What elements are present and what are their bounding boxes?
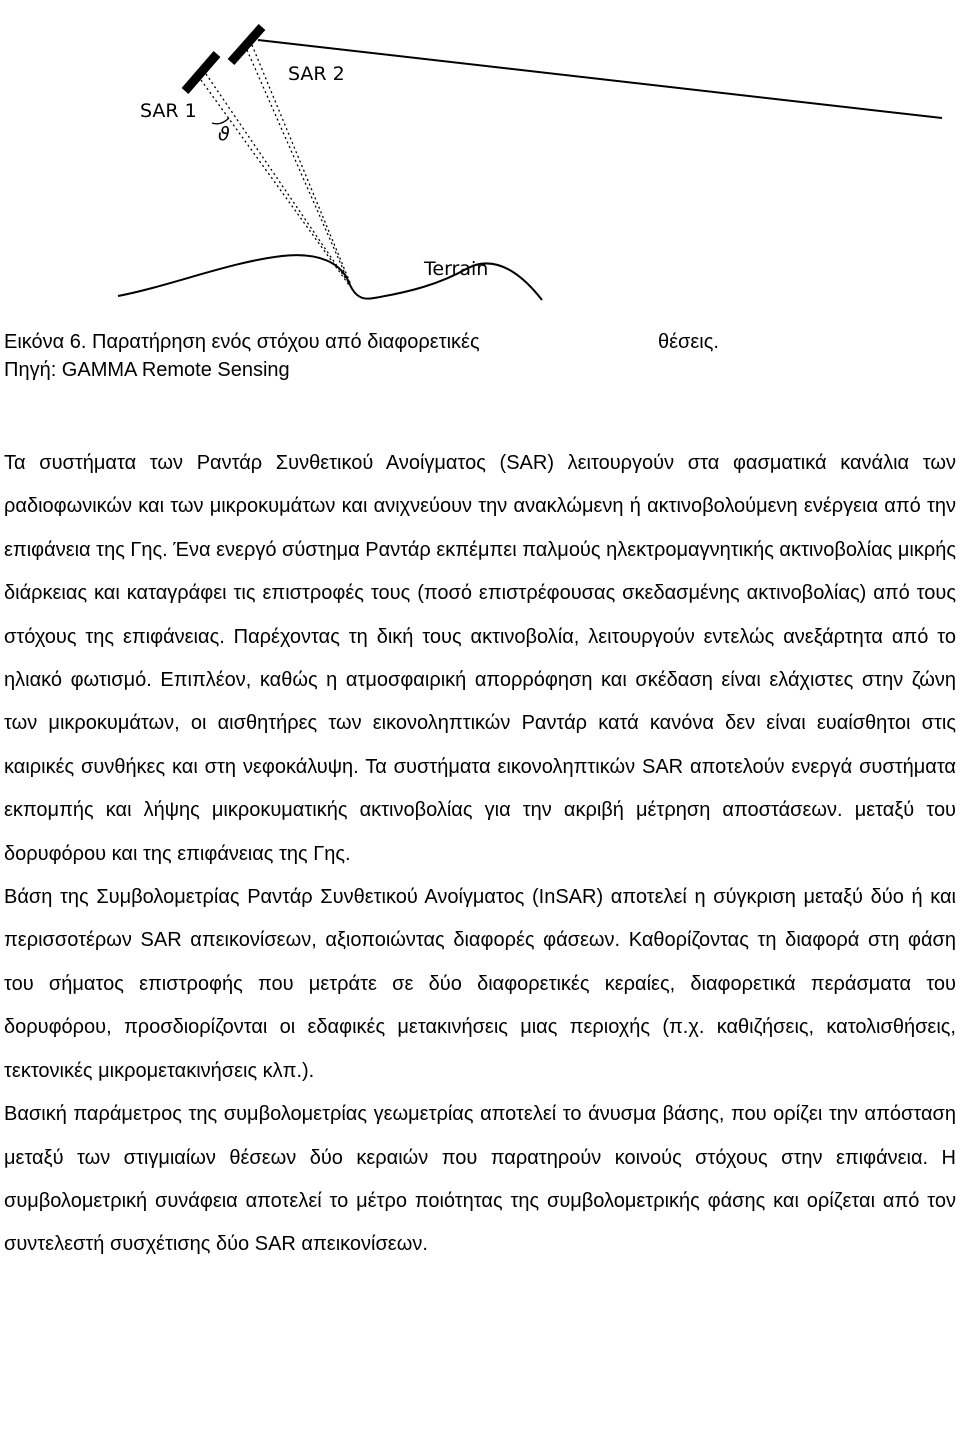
caption-title-end: θέσεις. xyxy=(658,331,719,353)
sar1-label: SAR 1 xyxy=(140,100,197,122)
terrain-label: Terrain xyxy=(424,258,489,280)
sar-geometry-figure xyxy=(0,0,960,310)
sar2-label: SAR 2 xyxy=(288,63,345,85)
sar1-beam-line-2 xyxy=(206,74,350,285)
paragraph: Τα συστήματα των Ραντάρ Συνθετικού Ανοίγματος (SAR) λειτουργούν στα φασματικά κανάλια των ραδιοφωνικών και των μικροκυμάτων και ανιχνεύουν την ανακλώμενη ή ακτινοβολούμενη ενέργεια από την επιφάνεια της Γης. Ένα ενεργό σύστημα Ραντάρ εκπέμπει παλμούς ηλεκτρομαγνητικής ακτινοβολίας μικρής διάρκειας και καταγράφει τις επιστροφές τους (ποσό επιστρέφουσας σκεδασμένης ακτινοβολίας) από τους στόχους της επιφάνειας. Παρέχοντας τη δική τους ακτινοβολία, λειτουργούν εντελώς ανεξάρτητα από το ηλιακό φωτισμό. Επιπλέον, καθώς η ατμοσφαιρική απορρόφηση και σκέδαση είναι ελάχιστες στην ζώνη των μικροκυμάτων, οι αισθητήρες των εικονοληπτικών Ραντάρ κατά κανόνα δεν είναι ευαίσθητοι στις καιρικές συνθήκες και στη νεφοκάλυψη. Τα συστήματα εικονοληπτικών SAR αποτελούν ενεργά συστήματα εκπομπής και λήψης μικροκυματικής ακτινοβολίας για την ακριβή μέτρηση αποστάσεων. μεταξύ του δορυφόρου και της επιφάνειας της Γης. xyxy=(4,452,956,865)
caption-line-1 xyxy=(4,328,719,356)
figure-caption xyxy=(4,328,719,384)
caption-title: Εικόνα 6. Παρατήρηση ενός στόχου από διαφορετικές xyxy=(4,331,480,353)
caption-source: Πηγή: GAMMA Remote Sensing xyxy=(4,359,290,381)
sar1-antenna xyxy=(185,54,217,91)
document-body xyxy=(4,442,956,1267)
theta-label: ϑ xyxy=(218,123,230,145)
paragraph: Βάση της Συμβολομετρίας Ραντάρ Συνθετικού Ανοίγματος (InSAR) αποτελεί η σύγκριση μεταξύ δύο ή και περισσοτέρων SAR απεικονίσεων, αξιοποιώντας διαφορές φάσεων. Καθορίζοντας τη διαφορά στη φάση του σήματος επιστροφής που μετράτε σε δύο διαφορετικές κεραίες, διαφορετικά περάσματα του δορυφόρου, προσδιορίζονται οι εδαφικές μετακινήσεις μιας περιοχής (π.χ. καθιζήσεις, κατολισθήσεις, τεκτονικές μικρομετακινήσεις κλπ.). xyxy=(4,886,956,1082)
paragraph: Βασική παράμετρος της συμβολομετρίας γεωμετρίας αποτελεί το άνυσμα βάσης, που ορίζει την απόσταση μεταξύ των στιγμιαίων θέσεων δύο κεραιών που παρατηρούν κοινούς στόχους στην επιφάνεια. Η συμβολομετρική συνάφεια αποτελεί το μέτρο ποιότητας της συμβολομετρικής φάσης και ορίζεται από τον συντελεστή συσχέτισης δύο SAR απεικονίσεων. xyxy=(4,1103,956,1256)
sar1-beam-line-1 xyxy=(201,80,349,285)
orbit-line xyxy=(258,40,942,118)
sar2-beam-line-1 xyxy=(247,50,350,285)
sar2-antenna xyxy=(231,27,262,62)
